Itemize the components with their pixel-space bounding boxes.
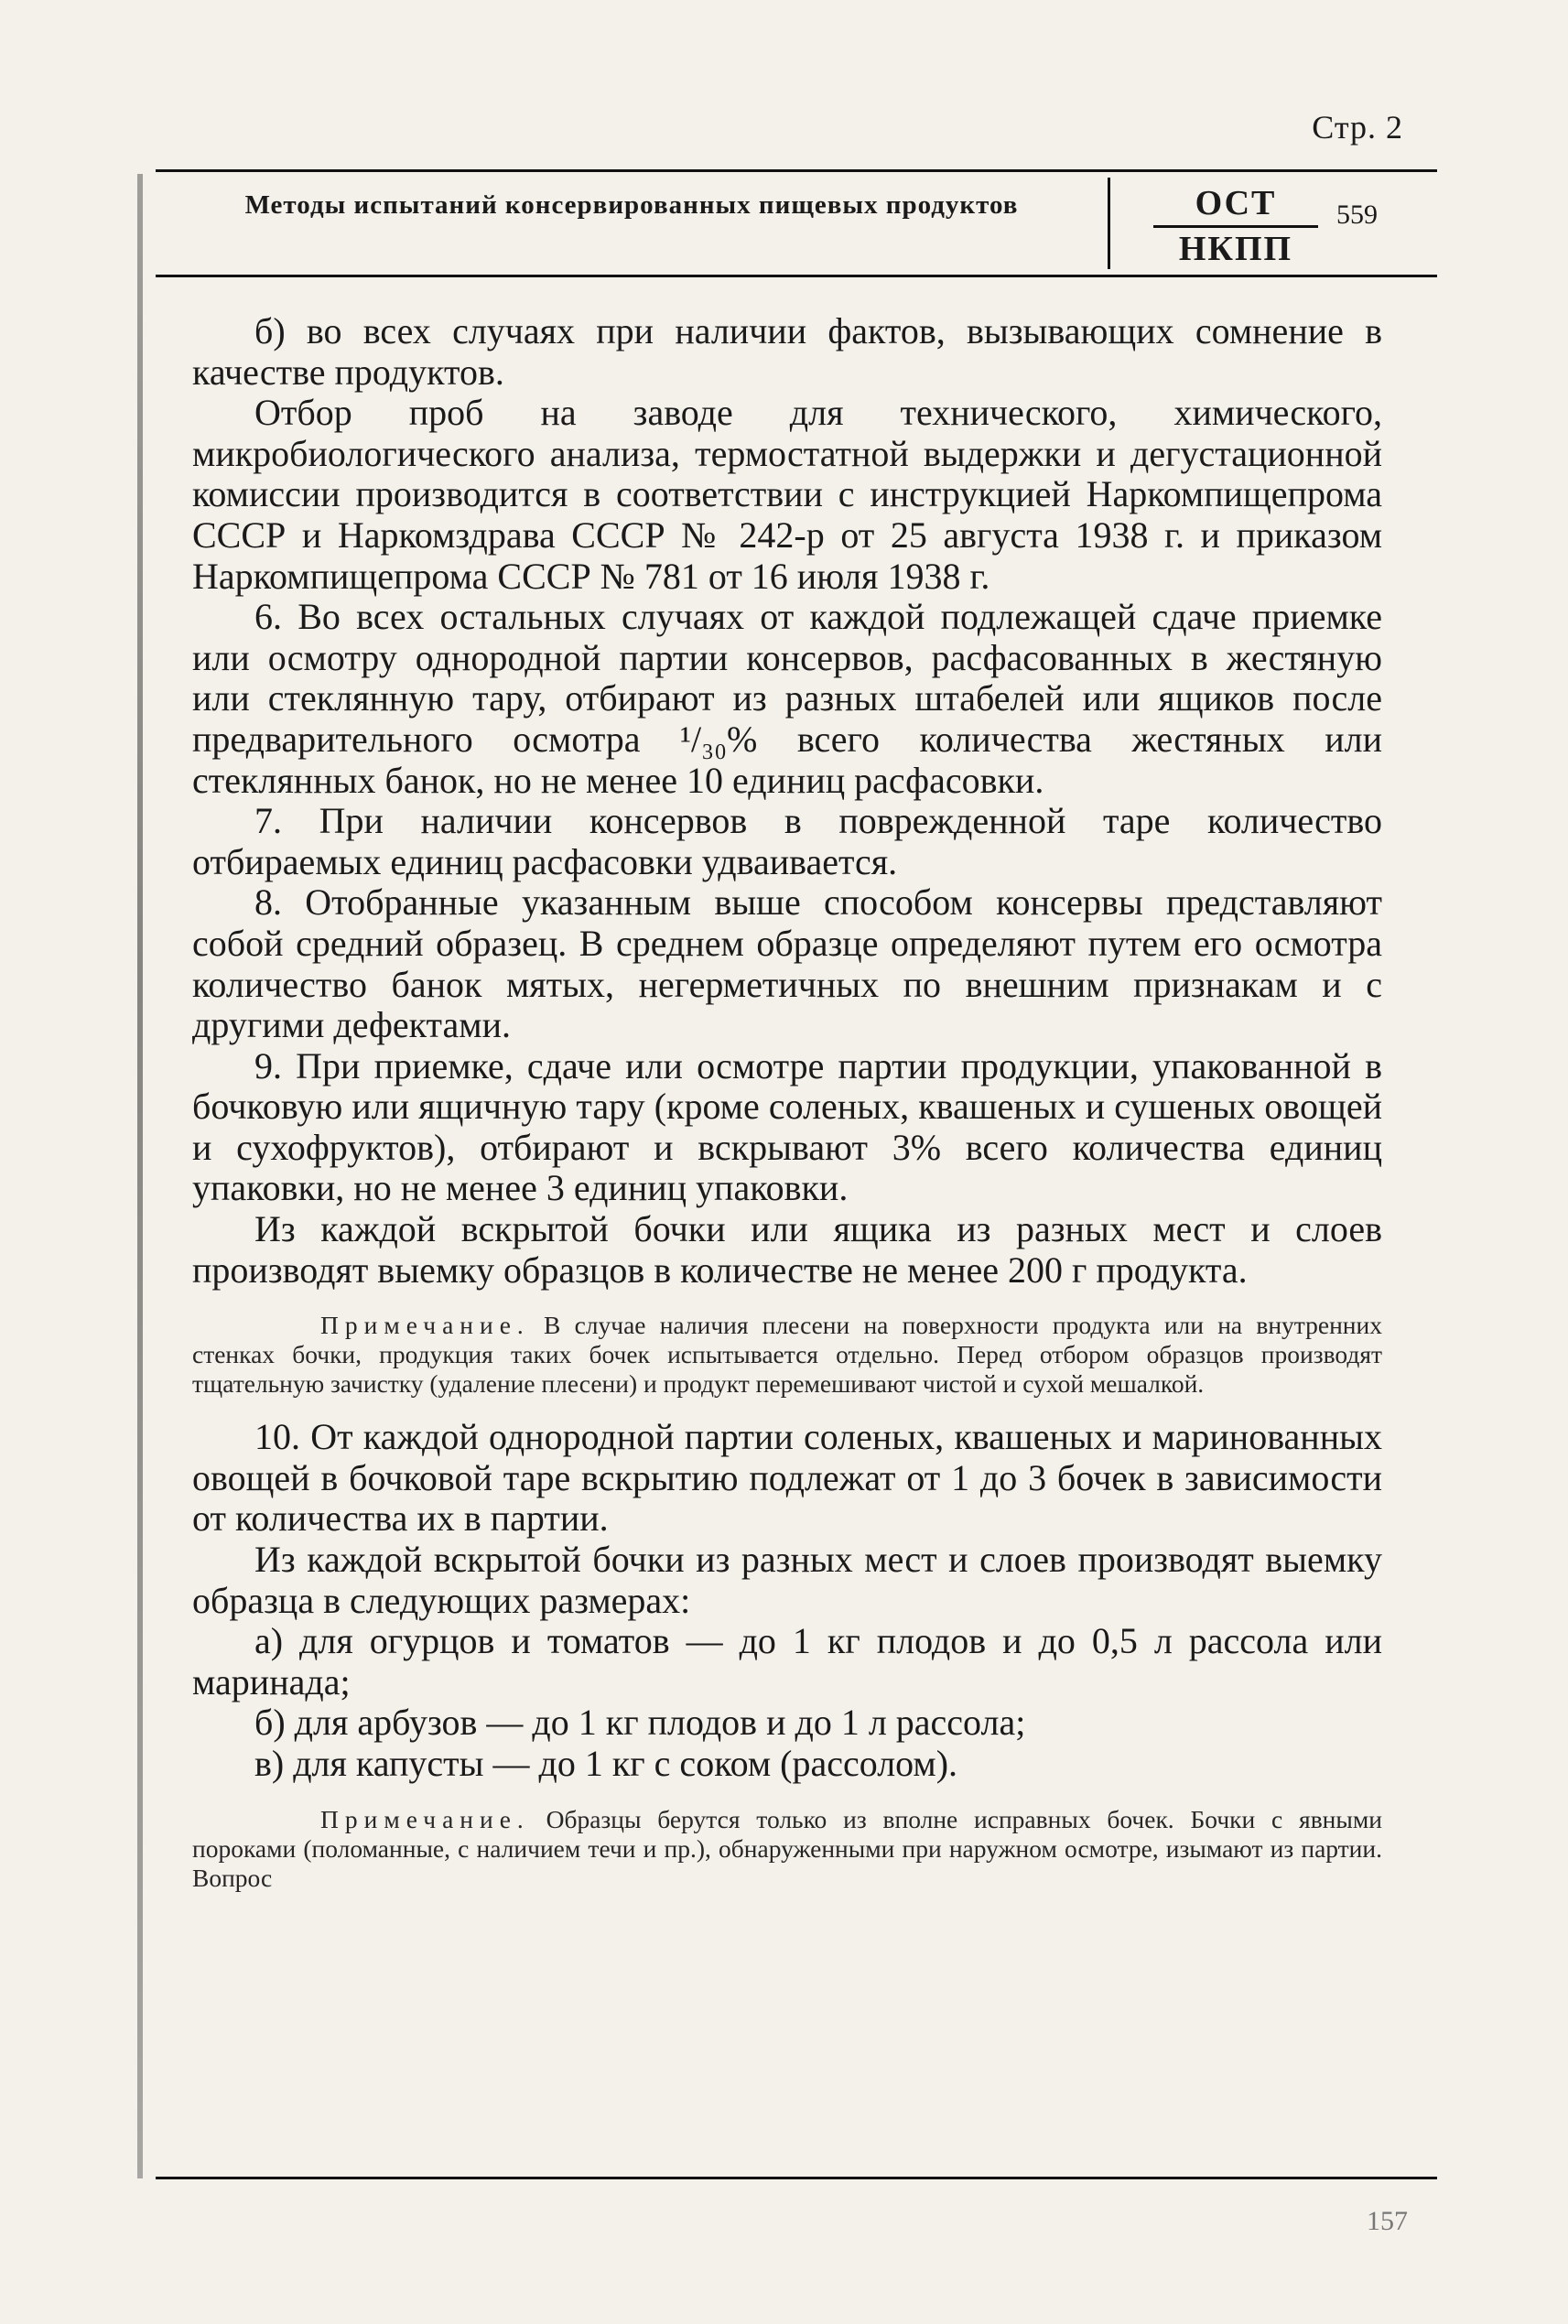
document-header	[156, 169, 1437, 277]
paragraph: 6. Во всех остальных случаях от каждой подлежащей сдаче приемке или осмотру однородной партии консервов, расфасованных в жестяную или стеклянную тару, отбирают из разных штабелей или ящиков после предварительного осмотра ¹/₃₀% всего количества жестяных или стеклянных банок, но не менее 10 единиц расфасовки.	[192, 596, 1382, 801]
note-text: В случае наличия плесени на поверхности продукта или на внутренних стенках бочки, продукция таких бочек испытывается отдельно. Перед отбором образцов производят тщательную зачистку (удаление плесени) и продукт перемешивают чистой и сухой мешалкой.	[192, 1311, 1382, 1399]
page-label: Стр. 2	[1312, 109, 1403, 146]
header-title: Методы испытаний консервированных пищевых продуктов	[244, 190, 1019, 220]
paragraph: Из каждой вскрытой бочки из разных мест и слоев производят выемку образца в следующих размерах:	[192, 1539, 1382, 1621]
paragraph: Из каждой вскрытой бочки или ящика из разных мест и слоев производят выемку образцов в количестве не менее 200 г продукта.	[192, 1208, 1382, 1291]
paragraph: Отбор проб на заводе для технического, химического, микробиологического анализа, термостатной выдержки и дегустационной комиссии производится в соответствии с инструкцией Наркомпищепрома СССР и Наркомздрава СССР № 242-р от 25 августа 1938 г. и приказом Наркомпищепрома СССР № 781 от 16 июля 1938 г.	[192, 392, 1382, 597]
standard-number: 559	[1336, 200, 1378, 230]
folio-number: 157	[1367, 2206, 1408, 2236]
bottom-rule	[156, 2177, 1437, 2179]
list-item: б) для арбузов — до 1 кг плодов и до 1 л рассола;	[254, 1702, 1026, 1744]
paragraph: 10. От каждой однородной партии соленых, квашеных и маринованных овощей в бочковой таре вскрытию подлежат от 1 до 3 бочек в зависимости от количества их в партии.	[192, 1416, 1382, 1540]
standard-code-bottom: НКПП	[1178, 230, 1293, 268]
list-item: а) для огурцов и томатов — до 1 кг плодов и до 0,5 л рассола или маринада;	[192, 1620, 1382, 1702]
standard-code-top: ОСТ	[1153, 183, 1318, 228]
note-block	[192, 1311, 1382, 1399]
note-block	[192, 1805, 1382, 1893]
header-divider	[1108, 178, 1110, 269]
document-body	[192, 311, 1382, 1911]
list-item: в) для капусты — до 1 кг с соком (рассолом).	[254, 1743, 958, 1784]
note-label: Примечание.	[320, 1311, 530, 1340]
standard-code	[1153, 183, 1318, 270]
note-label: Примечание.	[320, 1804, 530, 1833]
note-text: Образцы берутся только из вполне исправных бочек. Бочки с явными пороками (поломанные, с наличием течи и пр.), обнаруженными при наружном осмотре, изымают из партии. Вопрос	[192, 1804, 1382, 1892]
paragraph: 9. При приемке, сдаче или осмотре партии продукции, упакованной в бочковую или ящичную тару (кроме соленых, квашеных и сушеных овощей и сухофруктов), отбирают и вскрывают 3% всего количества единиц упаковки, но не менее 3 единиц упаковки.	[192, 1044, 1382, 1209]
paragraph: 8. Отобранные указанным выше способом консервы представляют собой средний образец. В среднем образце определяют путем его осмотра количество банок мятых, негерметичных по внешним признакам и с другими дефектами.	[192, 881, 1382, 1046]
paragraph: б) во всех случаях при наличии фактов, вызывающих сомнение в качестве продуктов.	[192, 310, 1382, 393]
scan-binding-edge	[137, 174, 143, 2178]
paragraph: 7. При наличии консервов в поврежденной таре количество отбираемых единиц расфасовки удваивается.	[192, 800, 1382, 882]
